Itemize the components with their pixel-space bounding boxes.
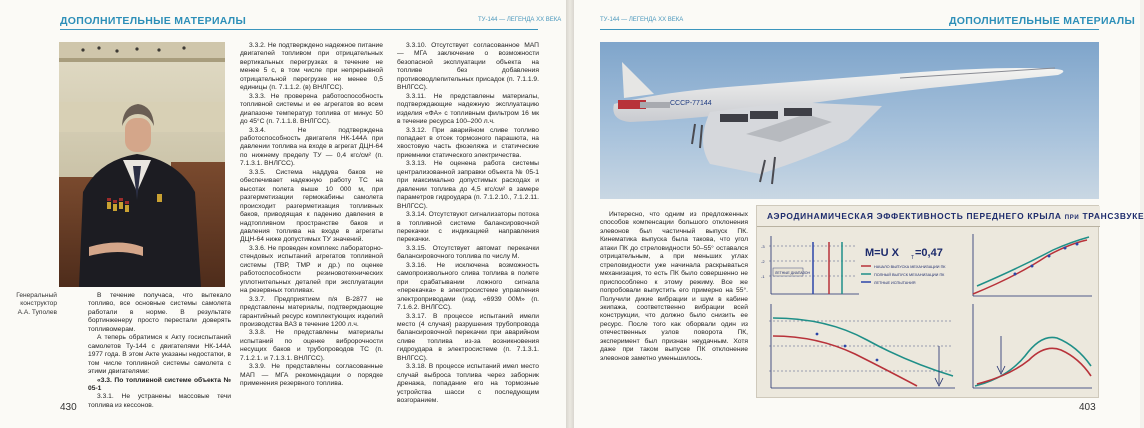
svg-text:-1: -1 — [761, 274, 765, 279]
header-rule — [600, 29, 1099, 30]
paragraph: 3.3.5. Система наддува баков не обеспечивает надежную работу ТС на высотах полета выше 10 000 м, при разгерметизации гермокабины самолета происходит разгерметизация топливных баков, приводящая к падению давления в надтопливном пространстве баков и давления топлива на входе в агрегаты ДЦН-64 ниже допустимых ТУ значений. — [240, 168, 383, 244]
paragraph: 3.3.7. Предприятием п/я В-2877 не представлены материалы, подтверждающие гарантийный ресурс комплектующих изделий производства ВАЗ в течение 1200 л.ч. — [240, 295, 383, 328]
header-rule — [60, 29, 538, 30]
chart-formula-subscript: T — [911, 255, 915, 261]
svg-text:-2: -2 — [761, 259, 765, 264]
chart-formula-value: =0,47 — [915, 247, 943, 259]
paragraph: В течение получаса, что вытекало топливо, все основные системы самолета работали в норме. В результате бортинженеру просто перестали доверять топливомерам. — [88, 292, 231, 333]
paragraph: 3.3.10. Отсутствует согласованное МАП — МГА заключение о возможности безопасной эксплуатации объекта на топливе без добавления противоводлепительных присадок (п. 7.1.1.9. ВНЛГСС). — [397, 42, 539, 92]
page-number: 403 — [1079, 402, 1096, 413]
paragraph: 3.3.17. В процессе испытаний имели место (4 случая) разрушения трубопровода балансировочной перекачки при аварийном сливе топлива из-за возникновения гидроудара в электросистеме (п. 7.1.3.1. ВНЛГСС). — [397, 312, 539, 362]
book-gutter — [566, 0, 574, 428]
header-subtitle: ТУ-144 — ЛЕГЕНДА XX ВЕКА — [478, 17, 562, 23]
aircraft-photo — [600, 42, 1099, 199]
paragraph: 3.3.2. Не подтверждено надежное питание двигателей топливом при отрицательных вертикальных перегрузках в течение не менее 5 с, в том числе при непрерывной отрицательной перегрузке не менее 0,5 единицы (п. 7.1.1.2. (в) ВНЛГСС). — [240, 42, 383, 92]
paragraph: 3.3.1. Не устранены массовые течи топлива из кессонов. — [88, 393, 231, 409]
svg-text:-3: -3 — [761, 244, 765, 249]
paragraph: 3.3.9. Не представлены согласованные МАП — МГА рекомендации о порядке применения резервного топлива. — [240, 363, 383, 388]
header-subtitle: ТУ-144 — ЛЕГЕНДА XX ВЕКА — [600, 17, 684, 23]
left-page — [0, 0, 566, 428]
paragraph: 3.3.11. Не представлены материалы, подтверждающие надежную эксплуатацию изделия «ФА» с топливным фильтром 16 мк в течение ресурса 100–200 л.ч. — [397, 92, 539, 126]
right-page — [574, 0, 1144, 428]
legend-start-deploy: НАЧАЛО ВЫПУСКА МЕХАНИЗАЦИИ ПК — [874, 265, 946, 269]
portrait-illustration — [59, 42, 225, 287]
paragraph: 3.3.13. Не оценена работа системы централизованной заправки объекта № 05-1 при максимально допустимых расходах и давлении топлива до 4,5 кгс/см² в замере параметров гидроудара (п. 7.1.2.10., 7.1.2.11. ВНЛГСС). — [397, 160, 539, 210]
chart-title-end: ТРАНСЗВУКЕ — [1082, 211, 1144, 221]
aero-efficiency-chart — [756, 205, 1144, 398]
caption-line: Генеральный конструктор — [16, 292, 57, 308]
paragraph: 3.3.16. Не исключена возможность самопроизвольного слива топлива в полете при срабатывании ложного сигнала «перекачка» в электросистеме управления электроприводами (изд. «6939 00М» (п. 7.1.6.2. ВНЛГСС). — [397, 261, 539, 312]
paragraph: 3.3.6. Не проведен комплекс лабораторно-стендовых испытаний агрегатов топливной системы (ТВР, ТМР и др.) по оценке работоспособности резиновотехнических уплотнительных деталей при эксплуатации на резервных топливах. — [240, 244, 383, 295]
tu144-aircraft-illustration — [600, 42, 1099, 199]
text-column-2 — [240, 42, 383, 400]
body-text-column — [600, 211, 748, 389]
text-column-1 — [88, 292, 231, 410]
chart-graphics — [757, 206, 1100, 399]
page-number: 430 — [60, 402, 77, 413]
text-column-3 — [397, 42, 539, 405]
portrait-photo — [59, 42, 225, 287]
chart-title-main: АЭРОДИНАМИЧЕСКАЯ ЭФФЕКТИВНОСТЬ ПЕРЕДНЕГО КРЫЛА — [767, 211, 1065, 221]
paragraph: 3.3.8. Не представлены материалы испытаний по оценке вибророчности несущих баков и трубопроводов ТС (п. 7.1.2.1. и 7.1.3.1. ВНЛГСС). — [240, 329, 383, 362]
paragraph: 3.3.3. Не проверена работоспособность топливной системы и ее агрегатов во всем диапазоне температур топлива от минус 50 до 45°С (п. 7.1.1.8. ВНЛГСС). — [240, 92, 383, 126]
section-heading: «3.3. По топливной системе объекта № 05-1 — [88, 376, 231, 392]
aircraft-registration: СССР-77144 — [670, 100, 712, 107]
chart-title-small: ПРИ — [1064, 215, 1080, 221]
legend-full-deploy: ПОЛНЫЙ ВЫПУСК МЕХАНИЗАЦИИ ПК — [874, 273, 945, 277]
caption-line: А.А. Туполев — [17, 308, 57, 316]
paragraph: 3.3.18. В процессе испытаний имел место случай выброса топлива через заборник дренажа, попадание его на тормозные устройства шасси с последующим возгоранием. — [397, 363, 539, 405]
paragraph: 3.3.4. Не подтверждена работоспособность двигателя НК-144А при давлении топлива на входе в агрегат ДЦН-64 по нижнему пределу ТУ — 0,4 кгс/см² (п. 7.1.3.1. ВНЛГСС). — [240, 126, 383, 168]
paragraph: 3.3.15. Отсутствует автомат перекачки балансировочного топлива по числу М. — [397, 244, 539, 261]
header-title: ДОПОЛНИТЕЛЬНЫЕ МАТЕРИАЛЫ — [60, 15, 247, 27]
header-title: ДОПОЛНИТЕЛЬНЫЕ МАТЕРИАЛЫ — [949, 15, 1136, 27]
photo-caption — [0, 292, 57, 317]
paragraph: 3.3.12. При аварийном сливе топливо попадает в отсек тормозного парашюта, на хвостовую часть фюзеляжа и статические приемники статического электричества. — [397, 126, 539, 159]
legend-flight-range: ЛЕТНЫЕ ДИАПАЗОН — [775, 271, 811, 275]
paragraph: Интересно, что одним из предложенных способов компенсации большого отклонения элевонов был частичный выпуск ПК. Кинематика выпуска была такова, что угол атаки ПК до стреловидности 50–55° оставался отрицательным, а при меньших углах стреловидности уже начинала раскрываться механизация, то есть ПК было совершенно не приспособлено к этому режиму. Все же попробовали выпустить его примерно на 55°. Получили дикие вибрации и шум в кабине экипажа, соответственно вибрации всей конструкции, что должно было снизить ее ресурс. После того как оборвали один из отечественных узлов поворота ПК, эксперимент был признан неудачным. Хотя даже при таком выпуске ПК отклонение элевонов заметно уменьшилось. — [600, 211, 748, 362]
chart-formula: M=U X — [865, 247, 899, 259]
paragraph: А теперь обратимся к Акту госиспытаний самолетов Ту-144 с двигателями НК-144А 1977 года. В этом Акте указаны недостатки, в том числе топливной системы самолета с этими двигателями: — [88, 334, 231, 376]
legend-flight-tests: ЛЕТНЫЕ ИСПЫТАНИЯ — [874, 281, 916, 285]
paragraph: 3.3.14. Отсутствуют сигнализаторы потока в топливной системе балансировочной перекачки с индикацией направления перекачки. — [397, 211, 539, 244]
